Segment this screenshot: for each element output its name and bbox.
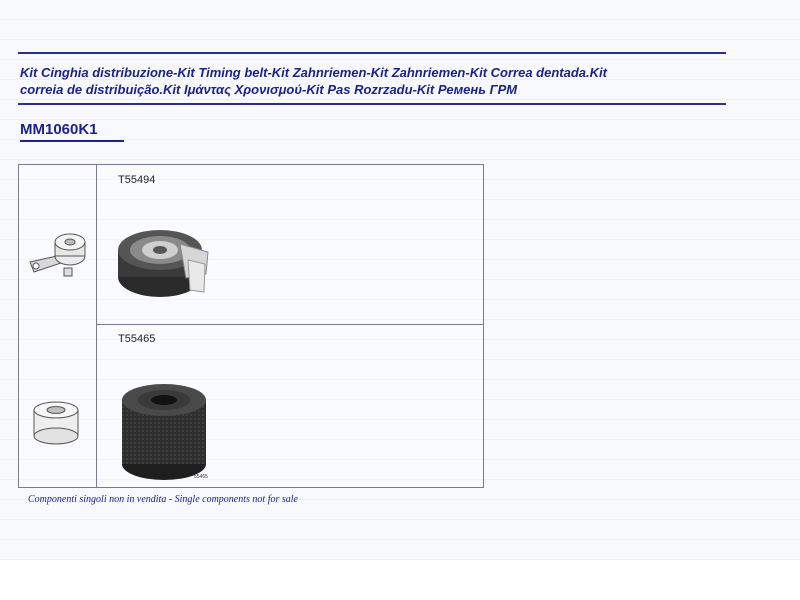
kit-title-line-2: correia de distribuição.Kit Ιμάντας Χρονισμού-Kit Pas Rozrzadu-Kit Ремень ГРМ (20, 82, 518, 97)
kit-title-line-1: Kit Cinghia distribuzione-Kit Timing belt-Kit Zahnriemen-Kit Zahnriemen-Kit Correa dentada.Kit (20, 65, 607, 80)
idler-pulley-photo (114, 378, 214, 488)
panel-divider-vertical (96, 164, 97, 487)
product-code-underline (20, 140, 124, 142)
footer-note: Componenti singoli non in vendita - Single components not for sale (28, 494, 298, 505)
top-rule (18, 52, 726, 54)
idler-pulley-icon (28, 400, 88, 450)
image-label-55465: 55465 (194, 474, 208, 480)
part-code-t55494: T55494 (118, 174, 156, 186)
tensioner-pulley-icon (24, 232, 94, 292)
kit-title (20, 64, 740, 98)
panel-divider-horizontal (96, 324, 483, 325)
part-code-t55465: T55465 (118, 333, 156, 345)
tensioner-pulley-photo (110, 222, 220, 302)
title-rule (18, 103, 726, 105)
product-code: MM1060K1 (20, 121, 98, 138)
